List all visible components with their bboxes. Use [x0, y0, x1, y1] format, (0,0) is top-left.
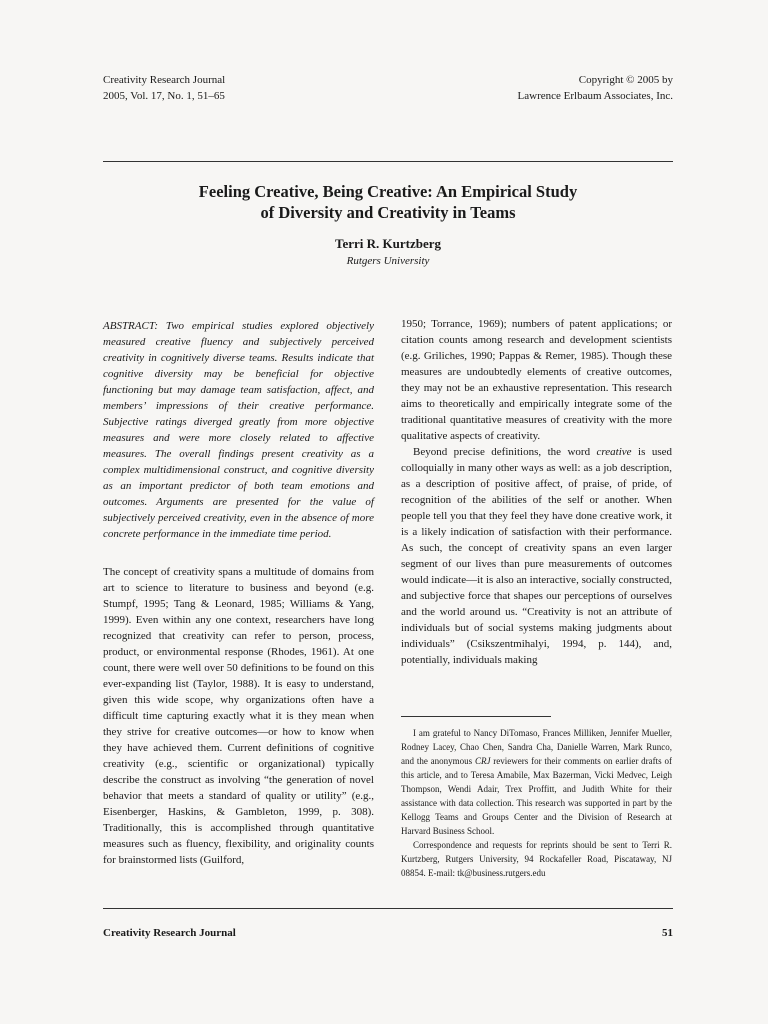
- ack-text-before: I am grateful to Nancy DiTomaso, Frances Milliken, Jennifer Mueller, Rodney Lacey, Chao Chen, Sandra Cha, Danielle Warren, Mark Runco, and the anonymous: [401, 728, 672, 766]
- para-text-before: Beyond precise definitions, the word: [413, 446, 597, 458]
- title-line-2: of Diversity and Creativity in Teams: [260, 203, 516, 222]
- ack-text-after: reviewers for their comments on earlier drafts of this article, and to Teresa Amabile, Max Bazerman, Vicki Medvec, Leigh Thompson, Wendi Adair, Trex Proffitt, and Judith White for their assistance with data collection. This research was supported in part by the Kellogg Teams and Groups Center and the Division of Research at Harvard Business School.: [401, 756, 672, 836]
- page-number: 51: [662, 927, 673, 939]
- acknowledgment-note: [401, 726, 672, 838]
- para-text-after: is used colloquially in many other ways as well: as a job description, as a description of positive affect, of praise, of pride, of recognition of the abilities of the self or another. When people tell you that they feel they have done creative work, it is a likely indication of satisfaction with their performance. As such, the concept of creativity spans an even larger segment of our lives than pure measurements of outcomes would indicate—it is also an interactive, socially constructed, and subjective force that shapes our perceptions of ourselves and the world around us. “Creativity is not an attribute of individuals but of social systems making judgments about individuals” (Csikszentmihalyi, 1994, p. 144), and, potentially, individuals making: [401, 446, 672, 666]
- journal-name: Creativity Research Journal: [103, 74, 226, 86]
- title-line-1: Feeling Creative, Being Creative: An Empirical Study: [198, 182, 578, 201]
- left-column: [103, 318, 374, 868]
- author-name: Terri R. Kurtzberg: [334, 236, 442, 251]
- creative-term: creative: [596, 446, 632, 458]
- abstract-paragraph: ABSTRACT: Two empirical studies explored objectively measured creative fluency and subjectively perceived creativity in cognitively diverse teams. Results indicate that cognitive diversity may be beneficial for objective functioning but may damage team satisfaction, affect, and members’ impressions of their creative performance. Subjective ratings diverged greatly from more objective measures and were more closely related to affective measures. The overall findings present creativity as a complex multidimensional construct, and cognitive diversity as an important predictor of both team emotions and outcomes. Arguments are presented for the value of subjectively perceived creativity, even in the absence of more concrete performance in the immediate time period.: [103, 320, 374, 540]
- journal-citation-header: [103, 72, 225, 104]
- correspondence-note: Correspondence and requests for reprints should be sent to Terri R. Kurtzberg, Rutgers University, 94 Rockafeller Road, Piscataway, NJ 08854. E-mail: tk@business.rutgers.edu: [401, 840, 672, 878]
- crj-abbrev: CRJ: [474, 756, 491, 766]
- copyright-header: [518, 72, 673, 104]
- right-column: [401, 316, 672, 668]
- header-rule: [103, 161, 673, 162]
- copyright-line: Copyright © 2005 by: [578, 74, 673, 86]
- continued-paragraph: 1950; Torrance, 1969); numbers of patent applications; or citation counts among research and development scientists (e.g. Griliches, 1990; Pappas & Remer, 1985). Though these measures are undoubtedly elements of creative outcomes, they may not be an exhaustive representation. This research aims to theoretically and empirically integrate some of the traditional quantitative measures of creativity with the more qualitative aspects of creativity.: [401, 318, 672, 442]
- footer-journal-name: Creativity Research Journal: [103, 927, 236, 939]
- intro-paragraph: The concept of creativity spans a multitude of domains from art to science to literature to business and beyond (e.g. Stumpf, 1995; Tang & Leonard, 1985; Williams & Yang, 1999). Even within any one context, researchers have long recognized that creativity can refer to person, process, product, or environmental response (Rhodes, 1961). At one count, there were well over 50 definitions to be found on this ever-expanding list (Taylor, 1988). It is easy to understand, given this wide scope, why organizations often have a difficult time capturing exactly what it is they mean when they strive for creative outcomes—or how to know when they have achieved them. Current definitions of cognitive creativity (e.g., scientific or organizational) typically describe the construct as involving “the generation of novel behavior that meets a standard of quality or utility” (e.g., Eisenberger, Haskins, & Gambleton, 1999, p. 308). Traditionally, this is accomplished through quantitative measures such as fluency, flexibility, and originality counts for brainstormed lists (Guilford,: [103, 566, 374, 866]
- article-title: [103, 181, 673, 223]
- footnotes: [401, 726, 672, 880]
- journal-volume: 2005, Vol. 17, No. 1, 51–65: [103, 90, 225, 102]
- author-affiliation: Rutgers University: [346, 255, 430, 267]
- footer-rule: [103, 908, 673, 909]
- footnote-rule: [401, 716, 551, 717]
- publisher-line: Lawrence Erlbaum Associates, Inc.: [517, 90, 673, 102]
- creative-definition-paragraph: [401, 444, 672, 668]
